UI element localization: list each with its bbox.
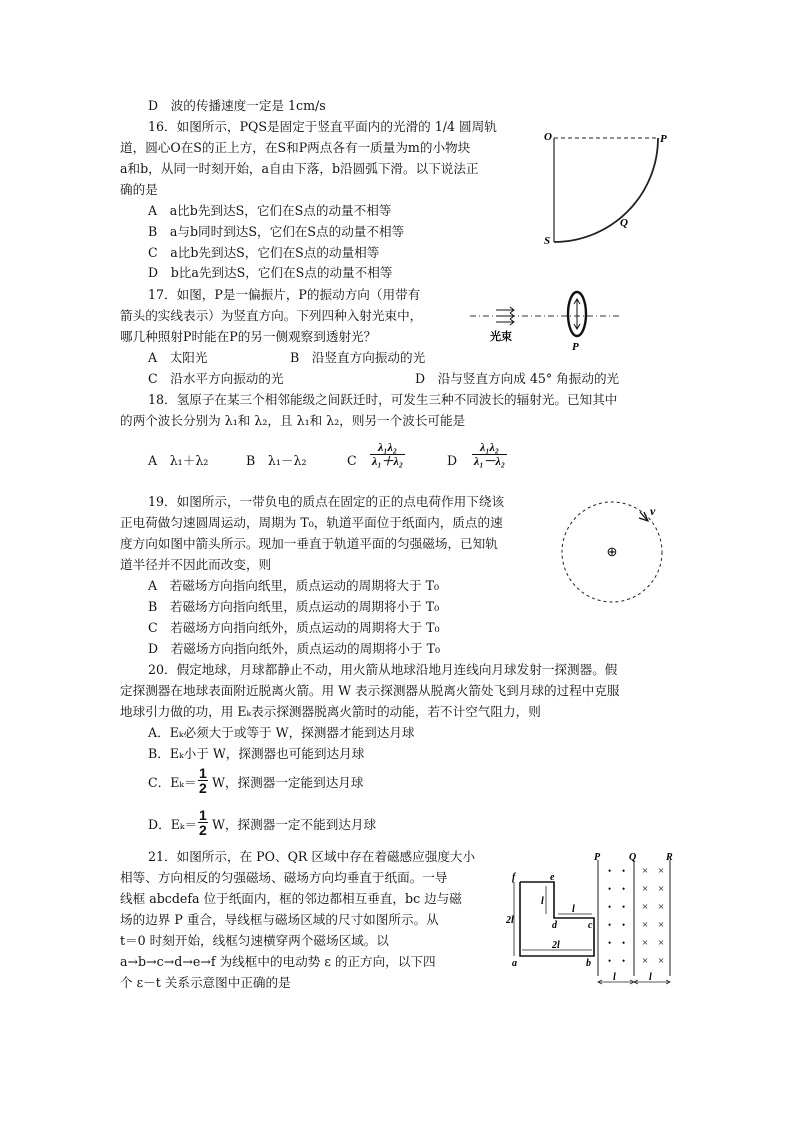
field-into-page-region: [642, 865, 664, 967]
label-beam: 光束: [490, 331, 512, 343]
q19-line-4: 道半径并不因此而改变，则: [120, 557, 272, 572]
q19-option-b: B 若磁场方向指向纸里，质点运动的周期将小于 T₀: [148, 599, 440, 614]
beam-arrows-icon: [496, 307, 514, 325]
field-cross-icon: ×: [642, 883, 649, 895]
q16-option-d: D b比a先到达S，它们在S点的动量不相等: [148, 265, 393, 280]
label-b: b: [586, 958, 591, 969]
q19-line-2: 正电荷做匀速圆周运动，周期为 T₀，轨道平面位于纸面内，质点的速: [120, 515, 503, 530]
q19-line-1: 19．如图所示，一带负电的质点在固定的正的点电荷作用下绕该: [148, 494, 505, 509]
field-dot-icon: •: [608, 920, 612, 930]
q18-line-2: 的两个波长分别为 λ₁和 λ₂，且 λ₁和 λ₂，则另一个波长可能是: [120, 413, 466, 428]
field-dot-icon: •: [608, 956, 612, 966]
q17-option-a: A 太阳光: [148, 350, 208, 365]
q20-option-c-half: [198, 766, 208, 795]
field-dot-icon: •: [622, 866, 626, 876]
q20-option-d-suffix: W，探测器一定不能到达月球: [212, 817, 377, 832]
field-dot-icon: •: [622, 938, 626, 948]
q19-line-3: 度方向如图中箭头所示。现加一垂直于轨道平面的匀强磁场，已知轨: [120, 536, 498, 551]
field-dot-icon: •: [608, 902, 612, 912]
q17-option-c: C 沿水平方向振动的光: [148, 371, 284, 386]
field-out-of-page-region: [608, 866, 625, 966]
q16-line-2: 道，圆心O在S的正上方，在S和P两点各有一质量为m的小物块: [120, 140, 471, 155]
q16-option-c: C a比b先到达S，它们在S点的动量相等: [148, 245, 380, 260]
q17-line-3: 哪几种照射P时能在P的另一侧观察到透射光？: [120, 329, 377, 344]
label-r: R: [666, 852, 673, 863]
q20-line-1: 20．假定地球，月球都静止不动，用火箭从地球沿地月连线向月球发射一探测器。假: [148, 662, 618, 677]
label-p: P: [594, 852, 601, 863]
label-o: O: [544, 131, 552, 143]
label-s: S: [544, 235, 551, 247]
field-dot-icon: •: [608, 938, 612, 948]
q16-line-4: 确的是: [120, 182, 158, 197]
label-e: e: [550, 872, 555, 883]
label-l-width: l: [572, 904, 575, 915]
fraction-denominator: λ₁＋λ₂: [372, 454, 404, 468]
field-cross-icon: ×: [658, 937, 665, 949]
q21-line-5: t＝0 时刻开始，线框匀速横穿两个磁场区域。以: [120, 933, 389, 948]
fraction-denominator: 2: [199, 822, 207, 838]
q21-line-4: 场的边界 P 重合，导线框与磁场区域的尺寸如图所示。从: [120, 912, 439, 927]
fraction-denominator: λ₁－λ₂: [474, 454, 506, 468]
q16-option-b: B a与b同时到达S，它们在S点的动量不相等: [148, 224, 405, 239]
label-v: v: [650, 504, 656, 518]
q21-line-1: 21．如图所示，在 PO、QR 区域中存在着磁感应强度大小: [148, 849, 476, 864]
q18-option-c-label: C: [347, 453, 357, 468]
q16-line-1: 16．如图所示，PQS是固定于竖直平面内的光滑的 1/4 圆周轨: [148, 119, 497, 134]
arc-track: [554, 138, 658, 242]
q20-option-a: A．Eₖ必须大于或等于 W，探测器才能到达月球: [148, 725, 415, 740]
q21-line-2: 相等、方向相反的匀强磁场、磁场方向均垂直于纸面。一导: [120, 870, 448, 885]
field-cross-icon: ×: [658, 955, 665, 967]
q18-option-a: A λ₁＋λ₂: [148, 453, 209, 468]
label-region-1-l: l: [613, 972, 616, 983]
q18-line-1: 18．氢原子在某三个相邻能级之间跃迁时，可发生三种不同波长的辐射光。已知其中: [148, 392, 618, 407]
label-l-height: l: [541, 896, 544, 907]
field-cross-icon: ×: [658, 883, 665, 895]
label-c: c: [588, 920, 593, 931]
q21-line-7: 个 ε－t 关系示意图中正确的是: [120, 975, 291, 990]
field-cross-icon: ×: [658, 865, 665, 877]
q17-line-2: 箭头的实线表示）为竖直方向。下列四种入射光束中，: [120, 308, 423, 323]
q18-option-d-fraction: [472, 441, 507, 468]
q20-line-3: 地球引力做的功，用 Eₖ表示探测器脱离火箭时的动能，若不计空气阻力，则: [120, 704, 541, 719]
q20-option-d-prefix: D．Eₖ＝: [148, 817, 198, 832]
q21-figure: [506, 852, 694, 990]
q17-option-d: D 沿与竖直方向成 45° 角振动的光: [415, 371, 620, 386]
q21-line-3: 线框 abcdefa 位于纸面内，框的邻边都相互垂直，bc 边与磁: [120, 891, 462, 906]
fraction-numerator: 1: [199, 807, 207, 823]
fraction-numerator: 1: [199, 765, 207, 781]
q18-option-c-fraction: [370, 441, 405, 468]
q20-option-b: B．Eₖ小于 W，探测器也可能到达月球: [148, 746, 365, 761]
q19-option-a: A 若磁场方向指向纸里，质点运动的周期将大于 T₀: [148, 578, 440, 593]
option-15d: D 波的传播速度一定是 1cm/s: [148, 98, 326, 113]
field-dot-icon: •: [608, 866, 612, 876]
field-cross-icon: ×: [642, 865, 649, 877]
q19-figure: [558, 498, 670, 608]
q20-option-c-prefix: C．Eₖ＝: [148, 775, 197, 790]
q16-figure: [540, 128, 670, 248]
field-cross-icon: ×: [642, 901, 649, 913]
field-cross-icon: ×: [642, 955, 649, 967]
field-dot-icon: •: [622, 884, 626, 894]
q16-option-a: A a比b先到达S，它们在S点的动量不相等: [148, 203, 392, 218]
label-2l-height: 2l: [506, 915, 514, 926]
label-p: P: [660, 133, 667, 145]
label-q: Q: [629, 852, 637, 863]
q19-option-d: D 若磁场方向指向纸外，质点运动的周期将小于 T₀: [148, 641, 441, 656]
field-dot-icon: •: [608, 884, 612, 894]
q17-line-1: 17．如图，P是一偏振片，P的振动方向（用带有: [148, 287, 421, 302]
field-cross-icon: ×: [658, 919, 665, 931]
field-dot-icon: •: [622, 920, 626, 930]
q17-figure: [470, 288, 620, 356]
fraction-numerator: λ₁λ₂: [472, 441, 507, 455]
field-cross-icon: ×: [642, 919, 649, 931]
positive-charge-icon: ⊕: [606, 544, 618, 559]
q18-option-b: B λ₁－λ₂: [246, 453, 307, 468]
field-cross-icon: ×: [658, 901, 665, 913]
fraction-denominator: 2: [199, 780, 207, 796]
label-d: d: [552, 920, 557, 931]
label-q: Q: [620, 217, 628, 229]
label-2l-width: 2l: [552, 940, 560, 951]
fraction-numerator: λ₁λ₂: [370, 441, 405, 455]
q18-option-d-label: D: [447, 453, 458, 468]
q17-option-b: B 沿竖直方向振动的光: [290, 350, 426, 365]
label-f: f: [512, 872, 516, 883]
label-region-2-l: l: [649, 972, 652, 983]
q20-option-c-suffix: W，探测器一定能到达月球: [212, 775, 364, 790]
field-dot-icon: •: [622, 956, 626, 966]
label-p: P: [572, 341, 579, 353]
field-cross-icon: ×: [642, 937, 649, 949]
q20-line-2: 定探测器在地球表面附近脱离火箭。用 W 表示探测器从脱离火箭处飞到月球的过程中克服: [120, 683, 620, 698]
q16-line-3: a和b，从同一时刻开始，a自由下落，b沿圆弧下滑。以下说法正: [120, 161, 479, 176]
q19-option-c: C 若磁场方向指向纸外，质点运动的周期将大于 T₀: [148, 620, 440, 635]
q20-option-d-half: [198, 808, 208, 837]
field-dot-icon: •: [622, 902, 626, 912]
label-a: a: [512, 958, 517, 969]
q21-line-6: a→b→c→d→e→f 为线框中的电动势 ε 的正方向，以下四: [120, 954, 436, 969]
